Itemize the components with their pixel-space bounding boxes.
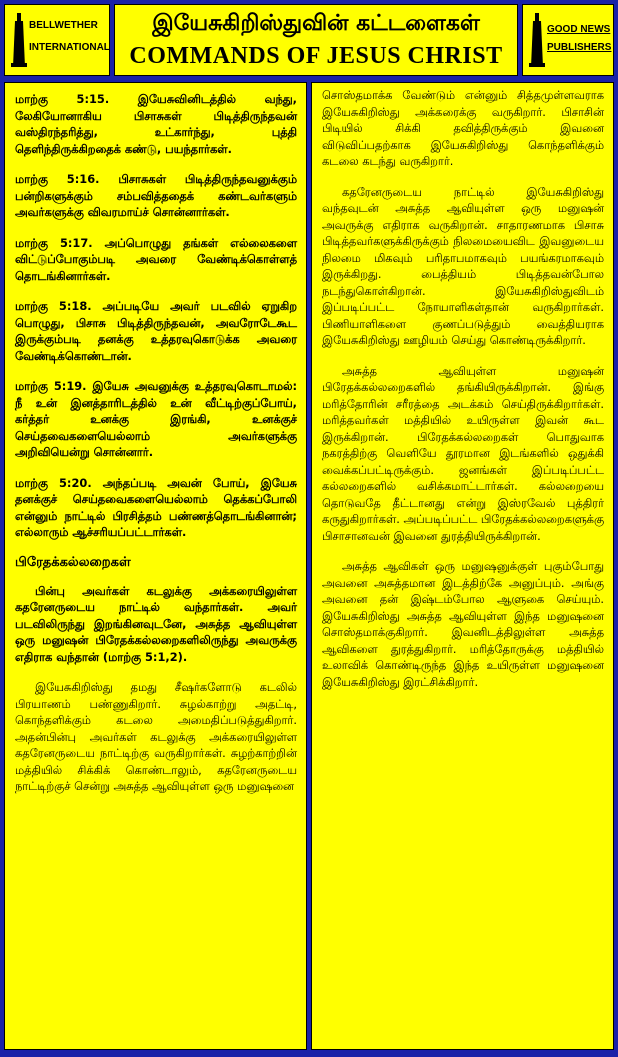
verse-5-18: மாற்கு 5:18. அப்படியே அவர் படவில் ஏறுகிற பொழுது, பிசாசு பிடித்திருந்தவன், அவரோடேகூட இருக்கும்படி தனக்கு உத்தரவுகொடுக்க அவரை வேண்டிக்கொண்டான். — [15, 299, 297, 363]
tower-logo-right-icon — [529, 13, 545, 67]
bellwether-line-1: BELLWETHER — [29, 20, 98, 31]
section-heading: பிரேதக்கல்லறைகள் — [15, 554, 131, 570]
verse-5-16: மாற்கு 5:16. பிசாசுகள் பிடித்திருந்தவனுக்கும் பன்றிகளுக்கும் சம்பவித்ததைக் கண்டவர்களும் அவர்களுக்கு விவரமாய்ச் சொன்னார்கள். — [15, 172, 297, 219]
body-paragraph: அசுத்த ஆவியுள்ள மனுஷன் பிரேதக்கல்லறைகளில் தங்கியிருக்கிறான். இங்கு மரித்தோரின் சரீரத்தை அடக்கம் செய்திருக்கிறார்கள். மரித்தவர்கள் மத்தியில் உயிருள்ள இவன் கூட இருக்கிறான். பிரேதக்கல்லறைகள் பொதுவாக நகரத்திற்கு வெளியே தூரமான இடங்களில் ஒதுக்கி வைக்கப்பட்டிருக்கும். ஜனங்கள் இப்படிப்பட்ட கல்லறைகளில் வசிக்கமாட்டார்கள். கல்லறையை தொடுவதே தீட்டானது என்று இஸ்ரவேல் புத்திரர் கருதுகிறார்கள். அப்படிப்பட்ட பிரேதக்கல்லறைகளுக்கு பிசாசானவன் இவனை துரத்தியிருக்கிறான். — [322, 363, 605, 543]
verse-5-17: மாற்கு 5:17. அப்பொழுது தங்கள் எல்லைகளை விட்டுப்போகும்படி அவரை வேண்டிக்கொள்ளத் தொடங்கினார்கள். — [15, 235, 297, 283]
good-news-logo — [522, 4, 614, 76]
bellwether-line-2: INTERNATIONAL — [29, 42, 110, 53]
page-title-tamil: இயேசுகிறிஸ்துவின் கட்டளைகள் — [152, 10, 480, 36]
verse-5-15: மாற்கு 5:15. இயேசுவினிடத்தில் வந்து, லேகியோனாகிய பிசாசுகள் பிடித்திருந்தவன் வஸ்திரந்தரித்து, உட்கார்ந்து, புத்தி தெளிந்திருக்கிறதைக் கண்டு, பயந்தார்கள். — [15, 92, 297, 156]
right-column — [311, 82, 614, 1050]
intro-verse: பின்பு அவர்கள் கடலுக்கு அக்கரையிலுள்ள கதரேனருடைய நாட்டில் வந்தார்கள். அவர் படவிலிருந்து இறங்கினவுடனே, அசுத்த ஆவியுள்ள ஒரு மனுஷன் பிரேதக்கல்லறைகளிலிருந்து அவருக்கு எதிராக வந்தான் (மாற்கு 5:1,2). — [15, 583, 297, 664]
good-news-line-2: PUBLISHERS — [547, 42, 612, 53]
good-news-line-1: GOOD NEWS — [547, 24, 611, 35]
body-paragraph: அசுத்த ஆவிகள் ஒரு மனுஷனுக்குள் புகும்போது அவனை அசுத்தமான இடத்திற்கே அனுப்பும். அங்கு அவனை தன் இஷ்டம்போல ஆளுகை செய்யும். இயேசுகிறிஸ்து அசுத்த ஆவியுள்ள இந்த மனுஷனை சொஸ்தமாக்குகிறார். இவனிடத்திலுள்ள அசுத்த ஆவிகளை துரத்துகிறார். மரித்தோருக்கு மத்தியில் உலாவிக் கொண்டிருந்த இந்த உயிருள்ள மனுஷனை இயேசுகிறிஸ்து இரட்சிக்கிறார். — [322, 559, 604, 689]
verse-5-20: மாற்கு 5:20. அந்தப்படி அவன் போய், இயேசு தனக்குச் செய்தவைகளையெல்லாம் தெக்கப்போலி என்னும் நாட்டில் பிரசித்தம் பண்ணத்தொடங்கினான்; எல்லாரும் ஆச்சரியப்பட்டார்கள். — [15, 475, 297, 539]
bellwether-logo — [4, 4, 110, 76]
left-column — [4, 82, 307, 1050]
body-paragraph: கதரேனருடைய நாட்டில் இயேசுகிறிஸ்து வந்தவுடன் அசுத்த ஆவியுள்ள ஒரு மனுஷன் அவருக்கு எதிராக வருகிறான். சாதாரணமாக பிசாசு பிடித்தவர்களுக்கிருக்கும் நிலமையைவிட இவனுடைய நிலமை மிகவும் பரிதாபமாகவும் பயங்கரமாகவும் இருக்கிறது. பைத்தியம் பிடித்தவன்போல நடந்துகொள்கிறான். இயேசுகிறிஸ்துவிடம் இப்படிப்பட்ட நோயாளிகள்தான் வருகிறார்கள். பிணியாளிகளை குணப்படுத்தும் வைத்தியராக இயேசுகிறிஸ்து ஊழியம் செய்து கொண்டிருக்கிறார். — [322, 184, 604, 347]
title-box — [114, 4, 518, 76]
verse-5-19: மாற்கு 5:19. இயேசு அவனுக்கு உத்தரவுகொடாமல்: நீ உன் இனத்தாரிடத்தில் உன் வீட்டிற்குப்போய், கர்த்தர் உனக்கு இரங்கி, உனக்குச் செய்தவைகளையெல்லாம் அவர்களுக்கு அறிவியென்று சொன்னார். — [15, 379, 297, 459]
tower-logo-left-icon — [11, 13, 27, 67]
body-paragraph: சொஸ்தமாக்க வேண்டும் என்னும் சித்தமுள்ளவராக இயேசுகிறிஸ்து அக்கரைக்கு வருகிறார். பிசாசின் பிடியில் சிக்கி தவித்திருக்கும் இவனை விடுவிப்பதற்காக இயேசுகிறிஸ்து கொந்தளிக்கும் கடலை கடந்து வருகிறார். — [322, 88, 604, 168]
header — [4, 4, 614, 76]
page-title-english: COMMANDS OF JESUS CHRIST — [129, 42, 503, 69]
body-paragraph: இயேசுகிறிஸ்து தமது சீஷர்களோடு கடலில் பிரயாணம் பண்ணுகிறார். சுழல்காற்று அதட்டி, கொந்தளிக்கும் கடலை அமைதிப்படுத்துகிறார். அதன்பின்பு அவர்கள் கடலுக்கு அக்கரையிலுள்ள கதரேனருடைய நாட்டிற்கு வருகிறார்கள். சுழற்காற்றின் மத்தியில் சிக்கிக் கொண்டாலும், கதரேனருடைய நாட்டிற்குச் சென்று அசுத்த ஆவியுள்ள ஒரு மனுஷனை — [15, 680, 297, 793]
